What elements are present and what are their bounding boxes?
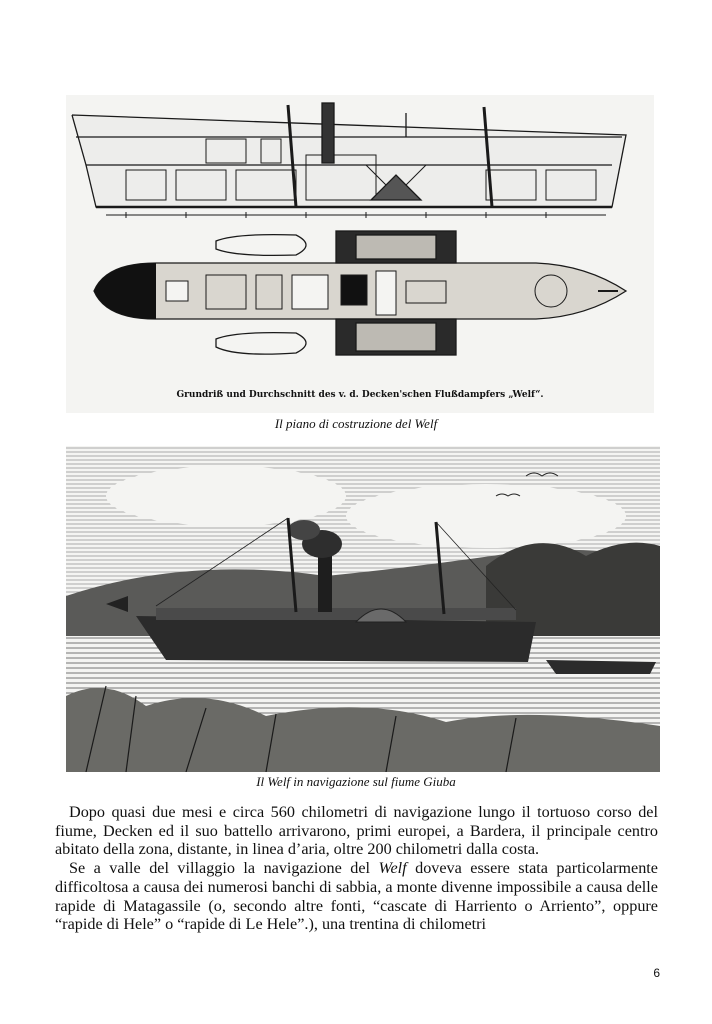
ship-plan-illustration xyxy=(66,95,654,413)
paragraph-2-before: Se a valle del villaggio la navigazione del xyxy=(69,859,379,878)
body-text xyxy=(55,803,658,934)
paragraph-2 xyxy=(55,859,658,934)
paragraph-2-after: doveva essere stata particolarmente difficoltosa a causa dei numerosi banchi di sabbia, a monte divenne impossibile a causa delle rapide di Matagassile (o, secondo altre fonti, “cascate di Harriento o Arriento”, oppure “rapide di Hele” o “rapide di Le Hele”.), una trentina di chilometri xyxy=(55,859,658,934)
paragraph-1: Dopo quasi due mesi e circa 560 chilometri di navigazione lungo il tortuoso corso del fiume, Decken ed il suo battello arrivarono, primi europei, a Bardera, il principale centro abitato della zona, distante, in linea d’aria, oltre 200 chilometri dalla costa. xyxy=(55,803,658,859)
plate-title: Grundriß und Durchschnitt des v. d. Decken'schen Flußdampfers „Welf“. xyxy=(176,390,544,400)
ship-plan-drawing xyxy=(66,95,654,413)
steamer-engraving-illustration xyxy=(66,446,660,772)
ship-name-emphasis: Welf xyxy=(378,859,407,878)
steamer-engraving-drawing xyxy=(66,446,660,772)
figure-caption-plan: Il piano di costruzione del Welf xyxy=(274,416,438,431)
figure-caption-engraving: Il Welf in navigazione sul fiume Giuba xyxy=(256,774,456,789)
page-number: 6 xyxy=(653,966,660,980)
